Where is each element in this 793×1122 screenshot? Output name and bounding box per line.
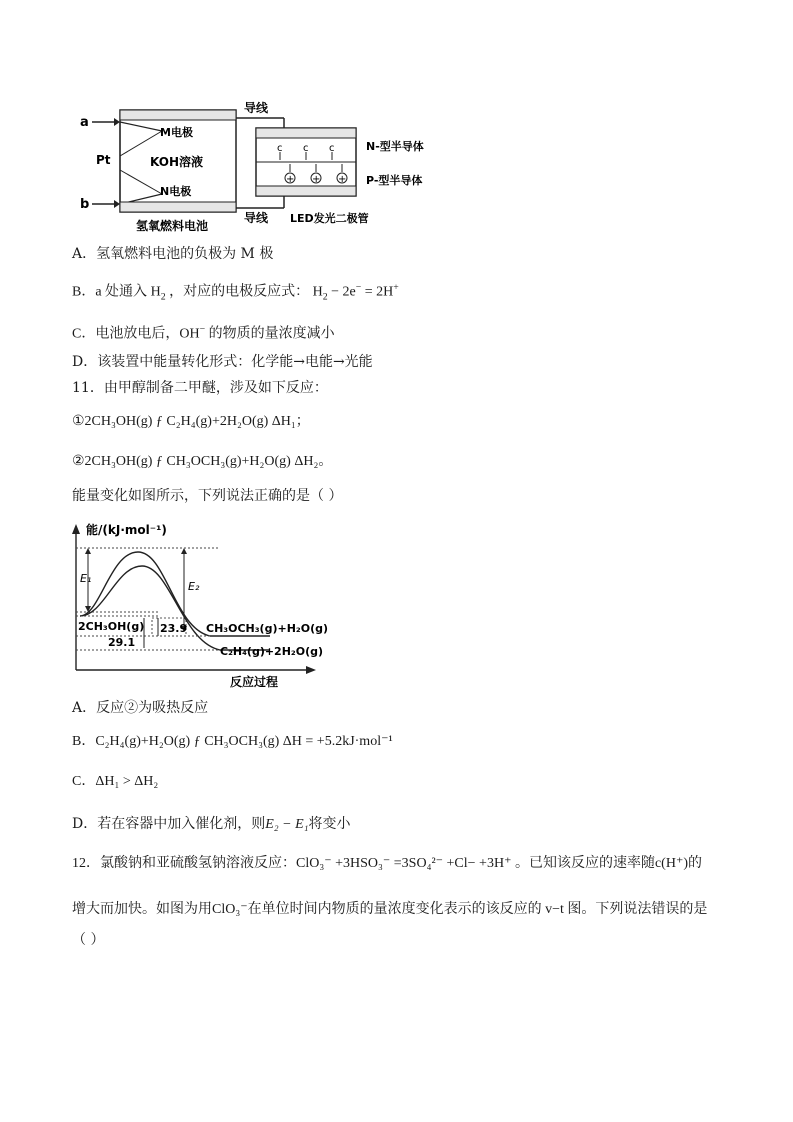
wire-top-label: 导线: [244, 101, 269, 115]
p-type-label: P-型半导体: [366, 174, 423, 187]
label-a: a: [80, 115, 89, 130]
hole-1: +: [286, 174, 295, 185]
hole-3: +: [338, 174, 347, 185]
q11-reaction-1: ①2CH₃OH(g) ƒ C₂H₄(g)+2H₂O(g) ΔH₁；: [72, 414, 310, 429]
q11-option-d: [72, 814, 351, 835]
electron-3: c: [329, 143, 335, 154]
value-23-9: 23.9: [160, 622, 188, 635]
reactant-label: 2CH₃OH(g): [78, 620, 145, 633]
y-axis-label: 能/(kJ·mol⁻¹): [86, 523, 167, 537]
q11-ask: 能量变化如图所示，下列说法正确的是（ ）: [72, 488, 343, 504]
q10-option-b-prefix: B．a 处通入: [72, 284, 148, 300]
led-label: LED发光二极管: [290, 212, 369, 225]
n-type-label: N-型半导体: [366, 140, 424, 153]
label-b: b: [80, 197, 90, 212]
e1-label: E₁: [80, 572, 92, 585]
q12-stem-line-1: [72, 854, 702, 874]
q10-option-a: A．氢氧燃料电池的负极为 M 极: [72, 246, 274, 262]
cell-name-label: 氢氧燃料电池: [136, 219, 209, 233]
fuel-cell-led-figure: [72, 96, 462, 238]
q12-stem-a: 12．氯酸钠和亚硫酸氢钠溶液反应：ClO₃⁻ +3HSO₃⁻ =3SO₄²⁻ +Cl− +3H⁺ 。已知该反应的速率随: [72, 856, 655, 871]
hole-2: +: [312, 174, 321, 185]
q11-option-d-prefix: D．若在容器中加入催化剂，则: [72, 816, 266, 832]
q10-option-c-prefix: C．电池放电后，: [72, 326, 180, 342]
electron-1: c: [277, 143, 283, 154]
q12-stem-line-2: 增大而加快。如图为用ClO₃⁻在单位时间内物质的量浓度变化表示的该反应的 v−t 图。下列说法错误的是: [72, 902, 708, 917]
value-29-1: 29.1: [108, 636, 136, 649]
wire-bottom-label: 导线: [244, 211, 269, 225]
koh-label: KOH溶液: [150, 155, 204, 169]
q12-stem-a2: c(H⁺)的: [654, 856, 703, 871]
q10-option-c-suffix: 的物质的量浓度减小: [208, 326, 335, 342]
q11-option-d-expression: E₂ − E₁: [265, 817, 309, 832]
q10-option-b: B．a 处通入 $H_2$ ，对应的电极反应式： $H_2 - 2e^- = 2H^+$: [72, 282, 399, 303]
q12-stem-line-3: （ ）: [72, 932, 105, 948]
q11-option-a: A．反应②为吸热反应: [72, 700, 209, 716]
product-1-label: C₂H₄(g)+2H₂O(g): [220, 645, 324, 658]
q10-option-b-mid: ，对应的电极反应式：: [169, 284, 310, 300]
q11-option-b: B．C₂H₄(g)+H₂O(g) ƒ CH₃OCH₃(g) ΔH = +5.2kJ·mol⁻¹: [72, 734, 393, 749]
q11-option-c: C．ΔH₁ > ΔH₂: [72, 774, 159, 789]
n-electrode-label: N电极: [160, 185, 192, 198]
m-electrode-label: M电极: [160, 126, 193, 139]
e2-label: E₂: [188, 580, 200, 593]
q11-stem: 11．由甲醇制备二甲醚，涉及如下反应：: [72, 380, 328, 396]
q10-option-d: D．该装置中能量转化形式：化学能→电能→光能: [72, 354, 373, 370]
electron-2: c: [303, 143, 309, 154]
q11-reaction-2: ②2CH₃OH(g) ƒ CH₃OCH₃(g)+H₂O(g) ΔH₂。: [72, 454, 333, 469]
q11-option-d-suffix: 将变小: [308, 816, 351, 832]
energy-profile-figure: [70, 518, 340, 690]
label-pt: Pt: [96, 153, 111, 167]
x-axis-label: 反应过程: [230, 675, 279, 689]
product-2-label: CH₃OCH₃(g)+H₂O(g): [206, 622, 328, 635]
q10-option-c: C．电池放电后，OH− 的物质的量浓度减小: [72, 324, 335, 342]
